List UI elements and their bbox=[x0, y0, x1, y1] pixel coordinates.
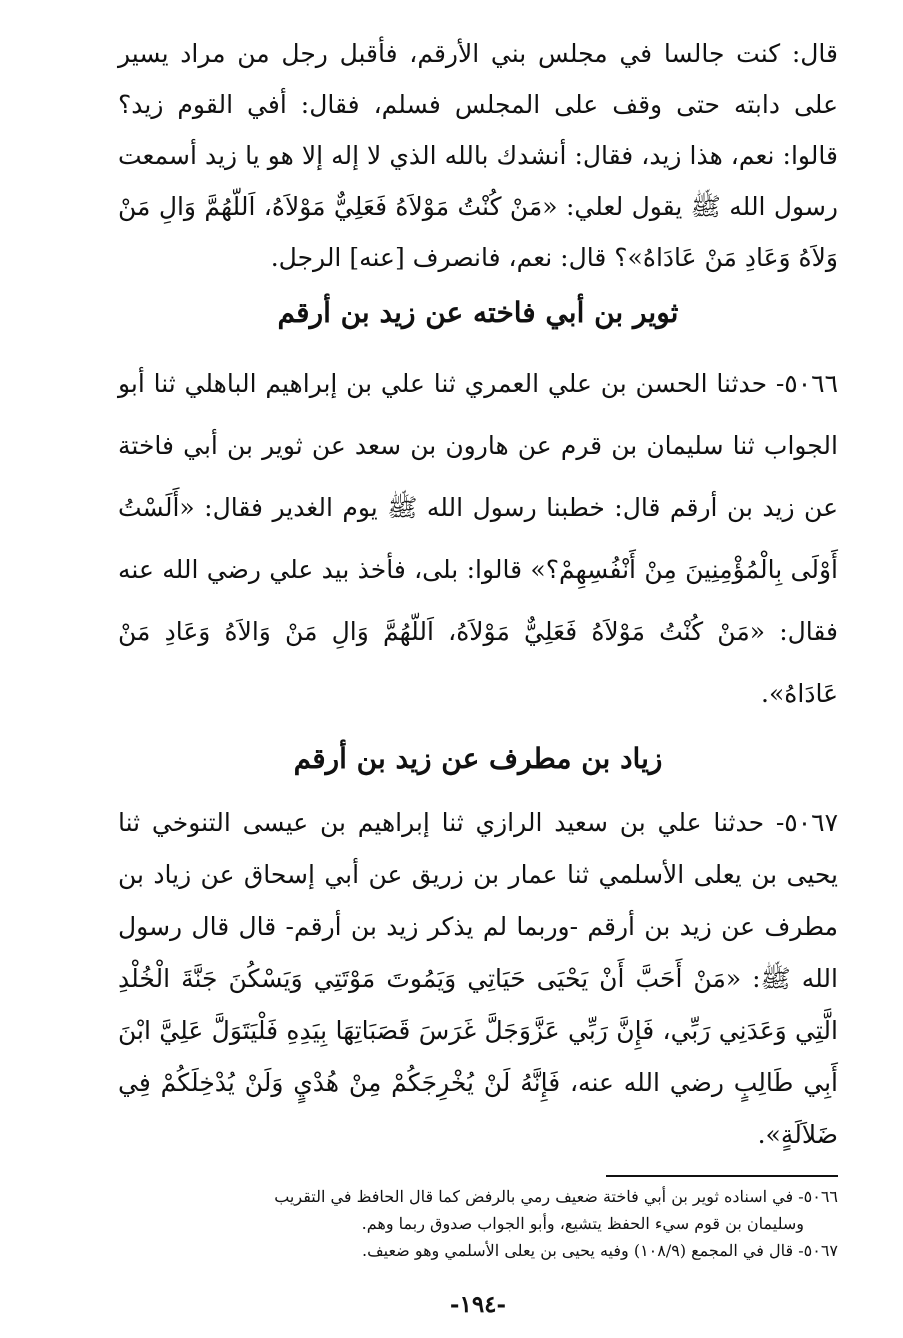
hadith-paragraph-5066: ٥٠٦٦- حدثنا الحسن بن علي العمري ثنا علي بن إبراهيم الباهلي ثنا أبو الجواب ثنا سليمان بن قرم عن هارون بن سعد عن ثوير بن أبي فاختة عن زيد بن أرقم قال: خطبنا رسول الله ﷺ يوم الغدير فقال: «أَلَسْتُ أَوْلَى بِالْمُؤْمِنِينَ مِنْ أَنْفُسِهِمْ؟» قالوا: بلى، فأخذ بيد علي رضي الله عنه فقال: «مَنْ كُنْتُ مَوْلاَهُ فَعَلِيٌّ مَوْلاَهُ، اَللّهُمَّ وَالِ مَنْ وَالاَهُ وَعَادِ مَنْ عَادَاهُ». bbox=[118, 369, 838, 708]
page-number: -١٩٤- bbox=[449, 1291, 507, 1318]
footnote-divider bbox=[606, 1175, 838, 1177]
footnote-5066-line1: ٥٠٦٦- في اسناده ثوير بن أبي فاختة ضعيف رمي بالرفض كما قال الحافظ في التقريب bbox=[274, 1187, 838, 1206]
footnotes bbox=[118, 1183, 838, 1264]
section-heading-ziyad: زياد بن مطرف عن زيد بن أرقم bbox=[293, 742, 663, 775]
hadith-paragraph-continued: قال: كنت جالسا في مجلس بني الأرقم، فأقبل رجل من مراد يسير على دابته حتى وقف على المجلس فسلم، فقال: أفي القوم زيد؟ قالوا: نعم، هذا زيد، فقال: أنشدك بالله الذي لا إله إلا هو يا زيد أسمعت رسول الله ﷺ يقول لعلي: «مَنْ كُنْتُ مَوْلاَهُ فَعَلِيٌّ مَوْلاَهُ، اَللّهُمَّ وَالِ مَنْ وَلاَهُ وَعَادِ مَنْ عَادَاهُ»؟ قال: نعم، فانصرف [عنه] الرجل. bbox=[118, 39, 838, 272]
footnote-5066-line2: وسليمان بن قوم سيء الحفظ يتشيع، وأبو الجواب صدوق ربما وهم. bbox=[361, 1214, 804, 1233]
section-heading-thuwayr: ثوير بن أبي فاخته عن زيد بن أرقم bbox=[277, 296, 679, 329]
footnote-5067: ٥٠٦٧- قال في المجمع (١٠٨/٩) وفيه يحيى بن يعلى الأسلمي وهو ضعيف. bbox=[361, 1241, 838, 1260]
document-page bbox=[118, 28, 838, 1318]
hadith-paragraph-5067: ٥٠٦٧- حدثنا علي بن سعيد الرازي ثنا إبراهيم بن عيسى التنوخي ثنا يحيى بن يعلى الأسلمي ثنا عمار بن زريق عن أبي إسحاق عن زياد بن مطرف عن زيد بن أرقم -وربما لم يذكر زيد بن أرقم- قال قال رسول الله ﷺ: «مَنْ أَحَبَّ أَنْ يَحْيَى حَيَاتِي وَيَمُوتَ مَوْتَتِي وَيَسْكُنَ جَنَّةَ الْخُلْدِ الَّتِي وَعَدَنِي رَبِّي، فَإِنَّ رَبِّي عَزَّوَجَلَّ غَرَسَ قَصَبَاتِهَا بِيَدِهِ فَلْيَتَوَلَّ عَلِيَّ ابْنَ أَبِي طَالِبٍ رضي الله عنه، فَإِنَّهُ لَنْ يُخْرِجَكُمْ مِنْ هُدْيٍ وَلَنْ يُدْخِلَكُمْ فِي ضَلاَلَةٍ». bbox=[118, 808, 838, 1149]
